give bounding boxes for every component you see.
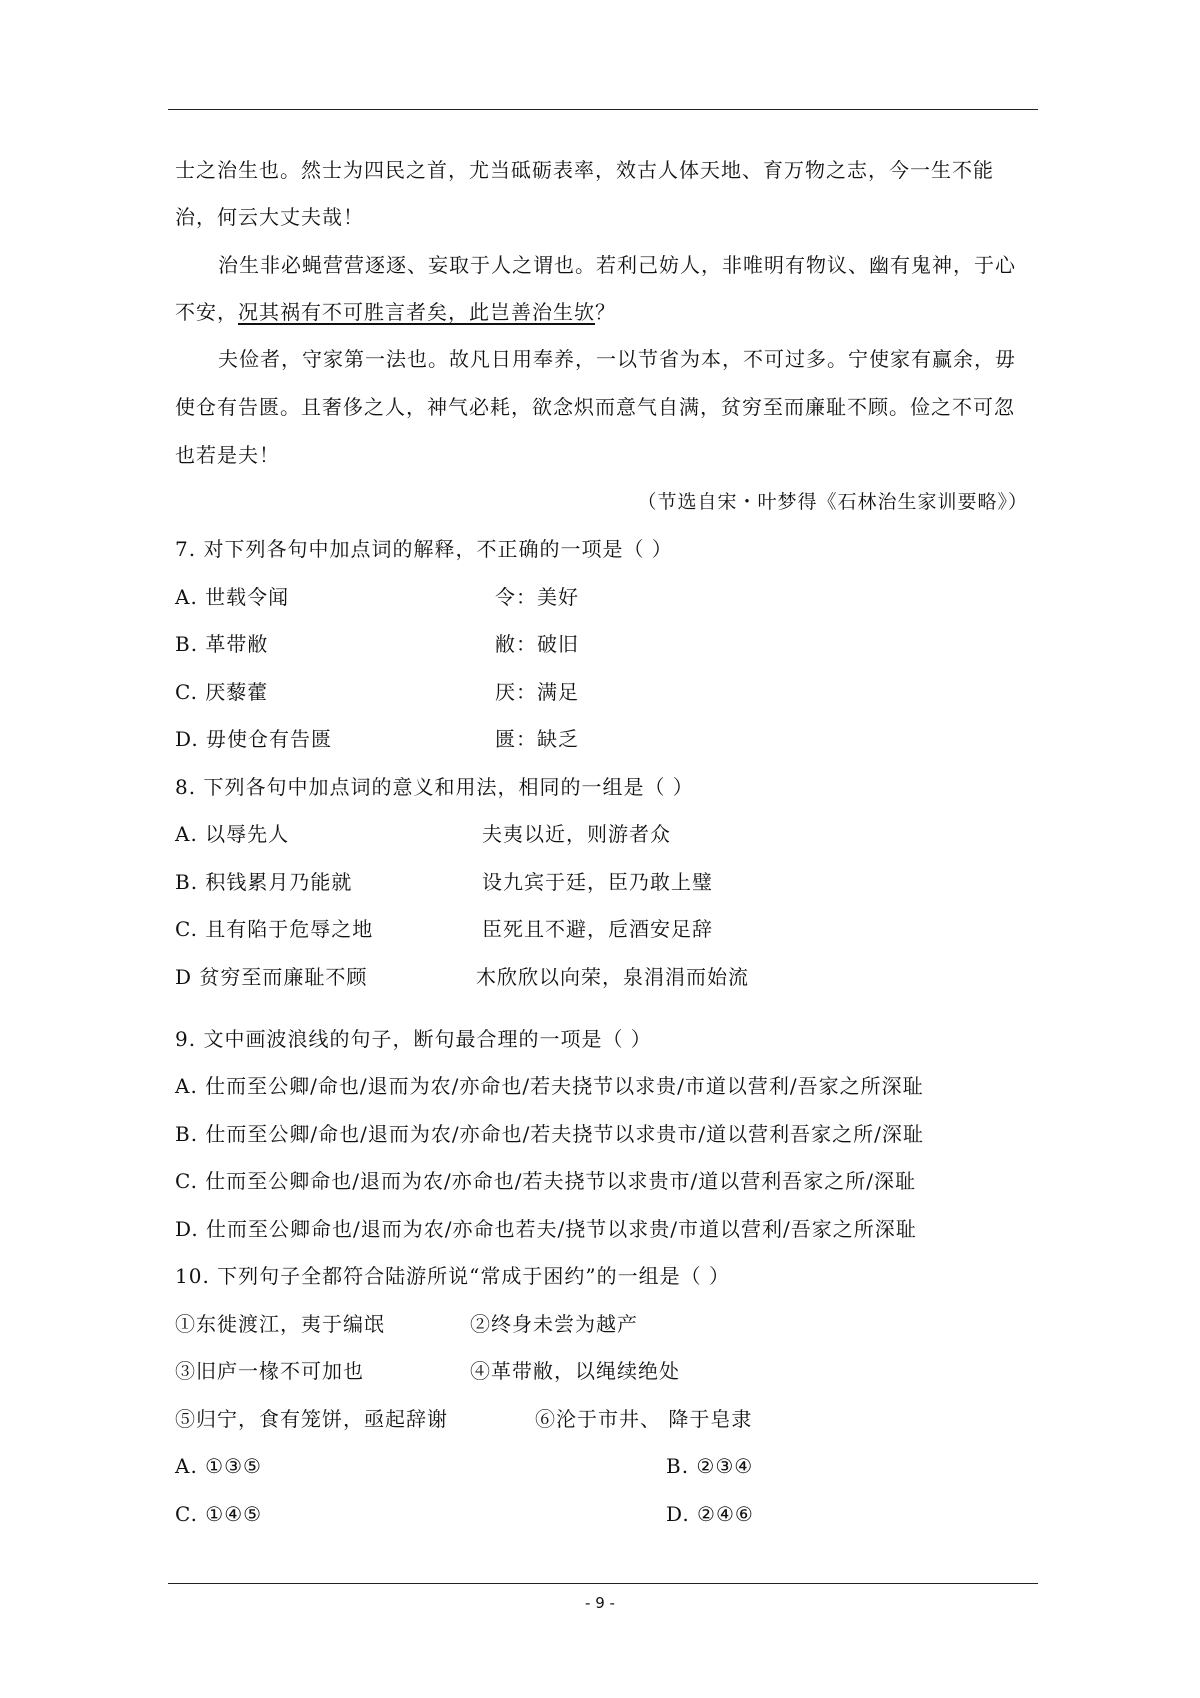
- q9-option: D. 仕而至公卿命也/退而为农/亦命也若夫/挠节以求贵/市道以营利/吾家之所深耻: [175, 1217, 917, 1241]
- q8-option-right: 臣死且不避，卮酒安足辞: [482, 917, 713, 941]
- q8-option-left: B. 积钱累月乃能就: [175, 870, 353, 894]
- q10-choice: B. ②③④: [666, 1454, 754, 1478]
- q10-item: ④革带敝，以绳续绝处: [470, 1359, 680, 1383]
- q10-choice: D. ②④⑥: [666, 1502, 754, 1526]
- passage-line: [175, 298, 616, 326]
- q7-option-label: A. 世载令闻: [175, 585, 290, 609]
- q7-option-label: D. 毋使仓有告匮: [175, 727, 333, 751]
- q10-choice: C. ①④⑤: [175, 1502, 263, 1526]
- q7-option-label: B. 革带敝: [175, 632, 269, 656]
- q7-option-gloss: 令：美好: [495, 585, 579, 609]
- question-7-stem: 7. 对下列各句中加点词的解释，不正确的一项是（ ）: [175, 537, 673, 561]
- q9-option: C. 仕而至公卿命也/退而为农/亦命也/若夫挠节以求贵市/道以营利吾家之所/深耻: [175, 1169, 916, 1193]
- passage-line: 治生非必蝇营营逐逐、妄取于人之谓也。若利己妨人，非唯明有物议、幽有鬼神，于心: [218, 253, 1016, 277]
- q10-item: ①东徙渡江，夷于编氓: [175, 1312, 385, 1336]
- passage-source: （节选自宋・叶梦得《石林治生家训要略》）: [637, 491, 1028, 513]
- q7-option-gloss: 敝：破旧: [495, 632, 579, 656]
- q10-item: ⑤归宁，食有笼饼，亟起辞谢: [175, 1407, 448, 1431]
- passage-text: ？: [595, 300, 616, 324]
- passage-line: 使仓有告匮。且奢侈之人，神气必耗，欲念炽而意气自满，贫穷至而廉耻不顾。俭之不可忽: [175, 395, 1015, 419]
- passage-text: 不安，: [175, 300, 238, 324]
- q7-option-gloss: 厌：满足: [495, 680, 579, 704]
- q10-choice: A. ①③⑤: [175, 1454, 262, 1478]
- q8-option-left: C. 且有陷于危辱之地: [175, 917, 374, 941]
- q7-option-gloss: 匮：缺乏: [495, 727, 579, 751]
- header-rule: [168, 109, 1038, 110]
- underlined-sentence: 况其祸有不可胜言者矣，此岂善治生欤: [238, 300, 595, 324]
- q8-option-right: 夫夷以近，则游者众: [482, 822, 671, 846]
- q9-option: B. 仕而至公卿/命也/退而为农/亦命也/若夫挠节以求贵市/道以营利吾家之所/深耻: [175, 1122, 924, 1146]
- footer-rule: [168, 1583, 1038, 1584]
- q8-option-left: D 贫穷至而廉耻不顾: [175, 965, 368, 989]
- q8-option-right: 设九宾于廷，臣乃敢上璧: [482, 870, 713, 894]
- q10-item: ③旧庐一椽不可加也: [175, 1359, 364, 1383]
- q9-option: A. 仕而至公卿/命也/退而为农/亦命也/若夫挠节以求贵/市道以营利/吾家之所深耻: [175, 1074, 924, 1098]
- q10-item: ⑥沦于市井、 降于皂隶: [535, 1407, 753, 1431]
- question-10-stem: 10. 下列句子全都符合陆游所说“常成于困约”的一组是（ ）: [175, 1264, 730, 1288]
- passage-line: 士之治生也。然士为四民之首，尤当砥砺表率，效古人体天地、育万物之志，今一生不能: [175, 158, 994, 182]
- question-9-stem: 9. 文中画波浪线的句子，断句最合理的一项是（ ）: [175, 1027, 652, 1051]
- passage-line: 夫俭者，守家第一法也。故凡日用奉养，一以节省为本，不可过多。宁使家有赢余，毋: [218, 347, 1016, 371]
- question-8-stem: 8. 下列各句中加点词的意义和用法，相同的一组是（ ）: [175, 775, 694, 799]
- passage-line: 也若是夫！: [175, 443, 280, 467]
- passage-line: 治，何云大丈夫哉！: [175, 205, 364, 229]
- q8-option-left: A. 以辱先人: [175, 822, 290, 846]
- q10-item: ②终身未尝为越产: [470, 1312, 638, 1336]
- q7-option-label: C. 厌藜藿: [175, 680, 269, 704]
- q8-option-right: 木欣欣以向荣，泉涓涓而始流: [476, 965, 749, 989]
- page-number: - 9 -: [585, 1594, 615, 1612]
